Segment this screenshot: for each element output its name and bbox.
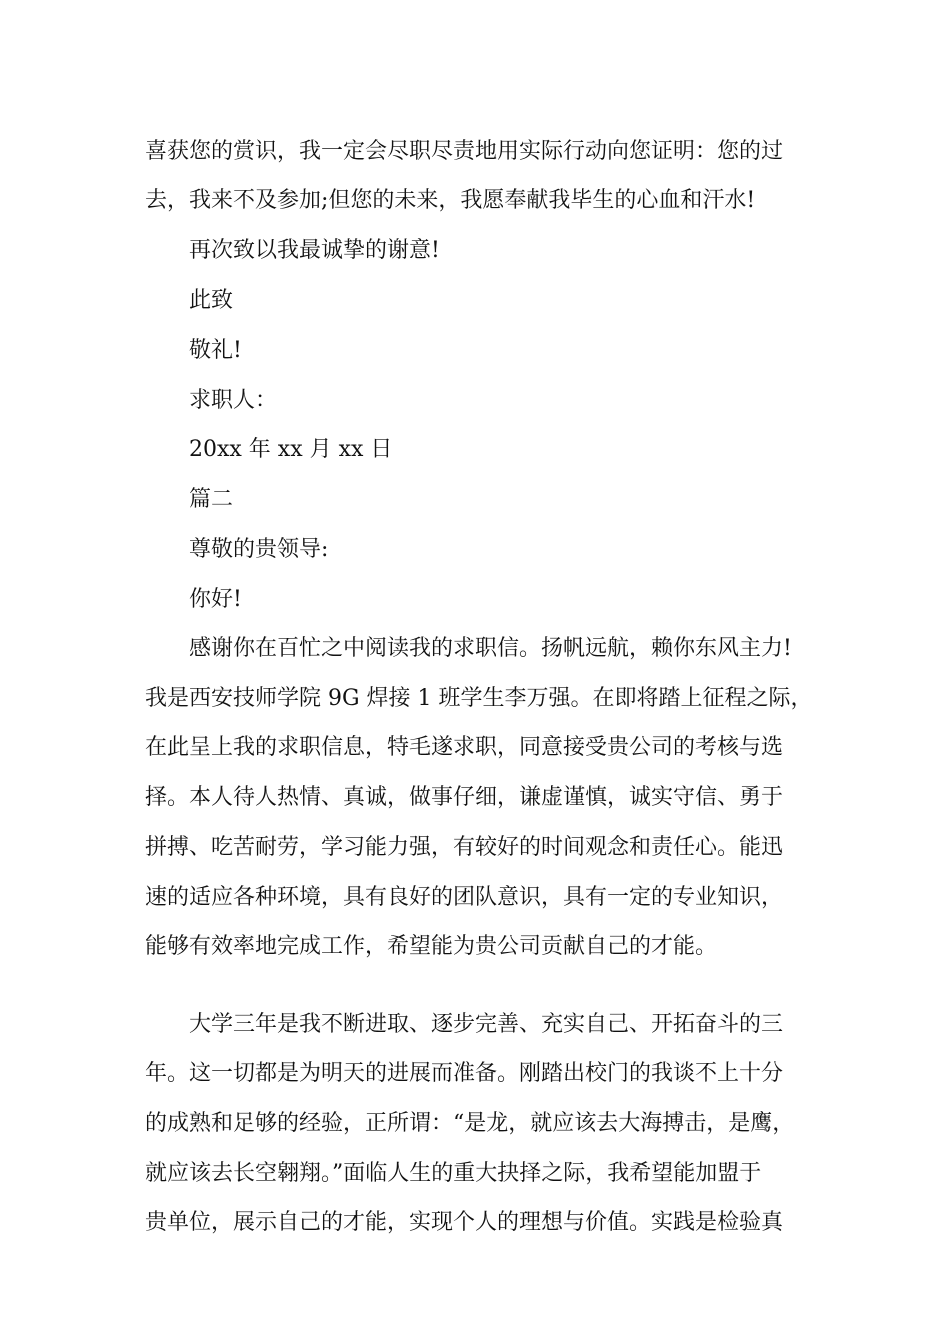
body-text-line: 在此呈上我的求职信息，特毛遂求职，同意接受贵公司的考核与选 xyxy=(145,735,784,760)
signature-line: 求职人： xyxy=(189,388,278,413)
body-text-line: 贵单位，展示自己的才能，实现个人的理想与价值。实践是检验真 xyxy=(145,1210,784,1235)
body-text-line: 就应该去长空翱翔。”面临人生的重大抉择之际，我希望能加盟于 xyxy=(145,1161,762,1186)
body-text-line: 的成熟和足够的经验，正所谓：“是龙，就应该去大海搏击，是鹰， xyxy=(145,1111,795,1136)
body-text-line: 能够有效率地完成工作，希望能为贵公司贡献自己的才能。 xyxy=(145,934,718,959)
body-text-line: 喜获您的赏识，我一定会尽职尽责地用实际行动向您证明：您的过 xyxy=(145,139,784,164)
closing-thanks-line: 再次致以我最诚挚的谢意! xyxy=(189,238,440,263)
body-text-line: 拼搏、吃苦耐劳，学习能力强，有较好的时间观念和责任心。能迅 xyxy=(145,835,784,860)
body-text-line: 去，我来不及参加;但您的未来，我愿奉献我毕生的心血和汗水! xyxy=(145,188,756,213)
greeting-line: 你好! xyxy=(189,587,242,612)
body-text-line: 年。这一切都是为明天的进展而准备。刚踏出校门的我谈不上十分 xyxy=(145,1061,784,1086)
salutation-line: 此致 xyxy=(189,288,234,313)
body-text-line: 择。本人待人热情、真诚，做事仔细，谦虚谨慎，诚实守信、勇于 xyxy=(145,785,784,810)
body-text-line: 大学三年是我不断进取、逐步完善、充实自己、开拓奋斗的三 xyxy=(189,1012,784,1037)
date-line: 20xx 年 xx 月 xx 日 xyxy=(189,437,393,462)
body-text-line: 我是西安技师学院 9G 焊接 1 班学生李万强。在即将踏上征程之际， xyxy=(145,686,813,711)
salutation-line: 敬礼! xyxy=(189,338,242,363)
body-text-line: 感谢你在百忙之中阅读我的求职信。扬帆远航，赖你东风主力! xyxy=(189,636,792,661)
section-heading: 篇二 xyxy=(189,487,234,512)
body-text-line: 速的适应各种环境，具有良好的团队意识，具有一定的专业知识， xyxy=(145,885,784,910)
greeting-line: 尊敬的贵领导: xyxy=(189,537,329,562)
